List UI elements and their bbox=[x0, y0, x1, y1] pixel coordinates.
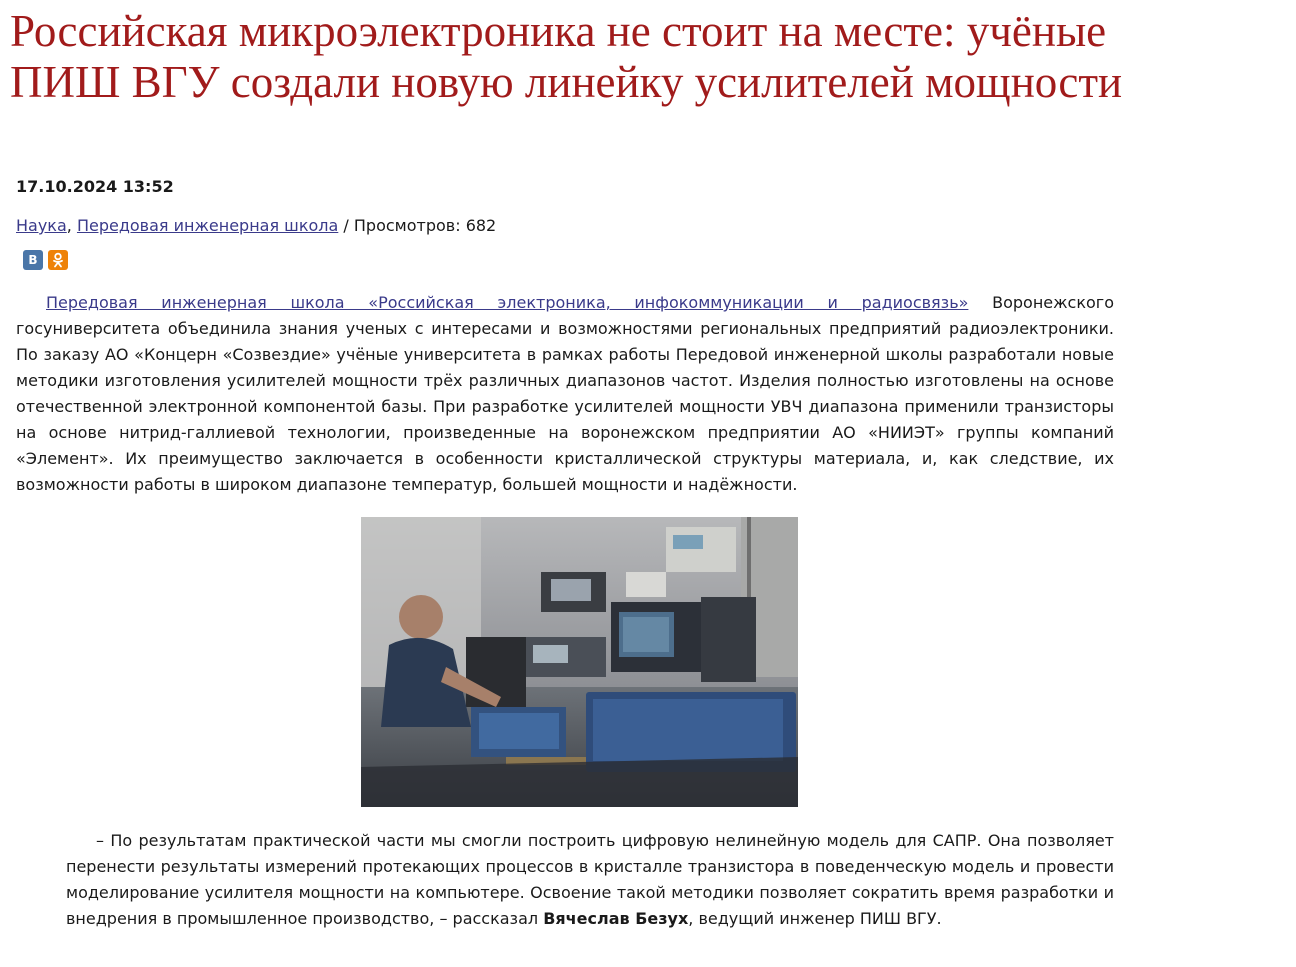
vk-share-button[interactable] bbox=[23, 250, 43, 270]
paragraph-2-text-end: , ведущий инженер ПИШ ВГУ. bbox=[688, 909, 942, 928]
share-buttons bbox=[23, 250, 68, 270]
category-link-engineering-school[interactable]: Передовая инженерная школа bbox=[76, 216, 339, 235]
lab-photo-icon bbox=[361, 517, 798, 807]
quoted-author-name: Вячеслав Безух bbox=[543, 909, 689, 928]
ok-share-button[interactable] bbox=[48, 250, 68, 270]
views-count: 682 bbox=[465, 216, 497, 235]
article-paragraph-1 bbox=[16, 290, 1114, 498]
paragraph-1-text: Воронежского госуниверситета объединила знания ученых с интересами и возможностями региональных предприятий радиоэлектроники. По заказу АО «Концерн «Созвездие» учёные университета в рамках работы Передовой инженерной школы разработали новые методики изготовления усилителей мощности трёх различных диапазонов частот. Изделия полностью изготовлены на основе отечественной электронной компонентой базы. При разработке усилителей мощности УВЧ диапазона применили транзисторы на основе нитрид-галлиевой технологии, произведенные на воронежском предприятии АО «НИИЭТ» группы компаний «Элемент». Их преимущество заключается в особенности кристаллической структуры материала, и, как следствие, их возможности работы в широком диапазоне температур, большей мощности и надёжности. bbox=[16, 293, 1115, 494]
article-meta: Наука, Передовая инженерная школа / Просмотров: 682 bbox=[16, 216, 497, 235]
article-title: Российская микроэлектроника не стоит на месте: учёные ПИШ ВГУ создали новую линейку усилителей мощности bbox=[10, 6, 1123, 107]
ok-icon bbox=[52, 252, 64, 268]
article-photo bbox=[361, 517, 798, 807]
engineering-school-link[interactable]: Передовая инженерная школа «Российская электроника, инфокоммуникации и радиосвязь» bbox=[46, 293, 969, 312]
article-paragraph-2 bbox=[66, 828, 1114, 932]
vk-icon: В bbox=[28, 253, 38, 267]
category-link-science[interactable]: Наука bbox=[16, 216, 67, 235]
paragraph-2-text: – По результатам практической части мы смогли построить цифровую нелинейную модель для САПР. Она позволяет перенести результаты измерений протекающих процессов в кристалле транзистора в поведенческую модель и провести моделирование усилителя мощности на компьютере. Освоение такой методики позволяет сократить время разработки и внедрения в промышленное производство, – рассказал bbox=[66, 831, 1114, 928]
publish-date: 17.10.2024 13:52 bbox=[16, 177, 174, 196]
views-label: Просмотров: bbox=[353, 216, 461, 235]
